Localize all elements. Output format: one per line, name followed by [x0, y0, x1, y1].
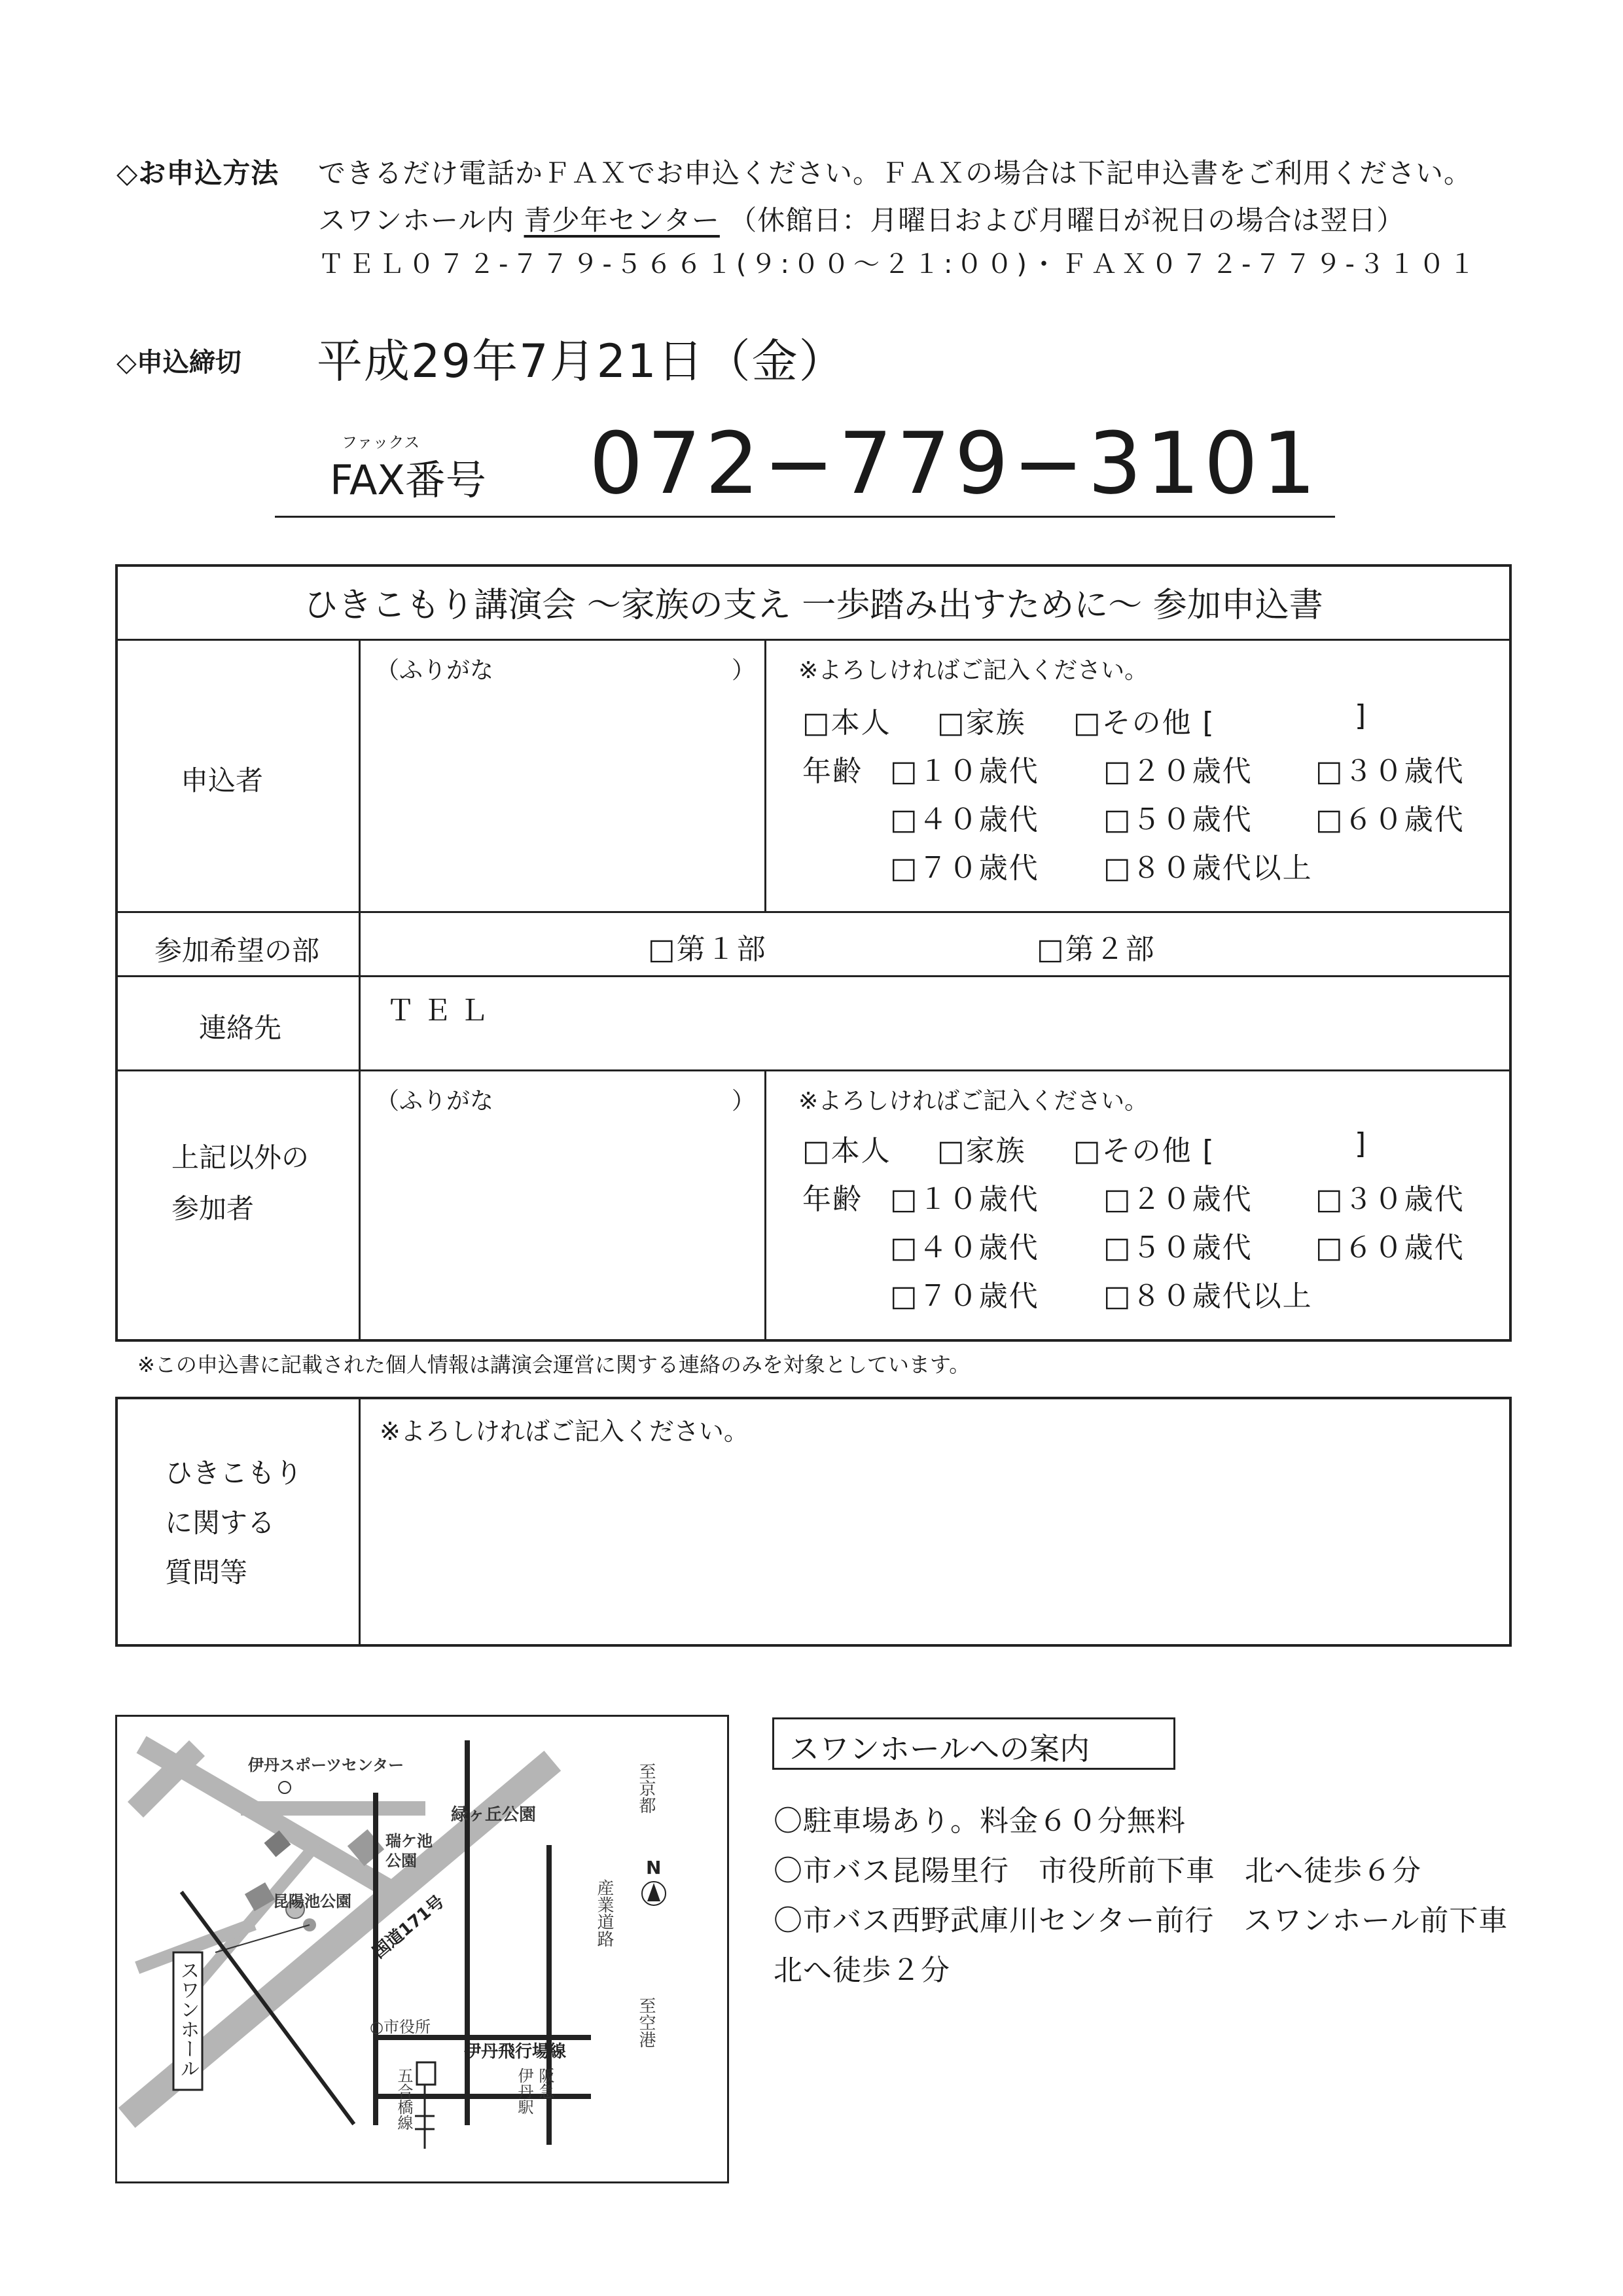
contact-line: ＴＥＬ０７２-７７９-５６６１(９:００～２１:００)・ＦＡＸ０７２-７７９-３１０１	[318, 249, 1479, 279]
fax-number: 072−779−3101	[589, 414, 1320, 513]
map-label-zuigaike-2: 公園	[385, 1852, 417, 1870]
deadline-label: ◇申込締切	[116, 348, 241, 378]
venue-center: 青少年センター	[524, 204, 720, 236]
optional-note: ※よろしければご記入ください。	[798, 657, 1149, 684]
map-label-to-airport: 至空港	[636, 1997, 656, 2048]
age-60s[interactable]: □６０歳代	[1315, 1231, 1465, 1265]
fax-ruby: ファックス	[342, 433, 420, 452]
age-50s[interactable]: □５０歳代	[1103, 803, 1253, 836]
map-label-to-kyoto: 至京都	[636, 1763, 656, 1814]
guide-title: スワンホールへの案内	[789, 1731, 1090, 1767]
map-label-koyaike: 昆陽池公園	[273, 1892, 351, 1910]
guide-line-parking: 〇駐車場あり。料金６０分無料	[774, 1804, 1186, 1838]
fax-label: FAX番号	[330, 456, 486, 504]
age-20s[interactable]: □２０歳代	[1103, 755, 1253, 788]
privacy-note: ※この申込書に記載された個人情報は講演会運営に関する連絡のみを対象としています。	[137, 1352, 971, 1377]
others-label-2: 参加者	[171, 1193, 255, 1225]
others-divider	[764, 1069, 766, 1342]
age-50s[interactable]: □５０歳代	[1103, 1231, 1253, 1265]
age-60s[interactable]: □６０歳代	[1315, 803, 1465, 836]
session-part1[interactable]: □第１部	[648, 933, 767, 966]
road	[183, 1893, 353, 2123]
relation-family[interactable]: □家族	[937, 1134, 1026, 1168]
contact-label: 連絡先	[199, 1012, 282, 1044]
questions-note: ※よろしければご記入ください。	[380, 1417, 749, 1446]
map-label-route171: 国道171号	[369, 1892, 448, 1963]
access-map	[117, 1717, 727, 2181]
guide-line-bus1: 〇市バス昆陽里行 市役所前下車 北へ徒歩６分	[774, 1854, 1421, 1888]
age-30s[interactable]: □３０歳代	[1315, 1183, 1465, 1216]
row-divider	[115, 1069, 1512, 1071]
map-label-midorigaoka: 緑ヶ丘公園	[451, 1805, 537, 1825]
questions-box	[115, 1397, 1512, 1647]
map-label-hikojo: 伊丹飛行場線	[464, 2042, 567, 2062]
row-divider	[115, 975, 1512, 977]
deadline-value: 平成29年7月21日（金）	[317, 334, 846, 388]
relation-other[interactable]: □その他 [	[1073, 1134, 1215, 1168]
age-10s[interactable]: □１０歳代	[890, 755, 1039, 788]
sports-center-marker	[279, 1782, 291, 1793]
age-label: 年齢	[802, 1183, 863, 1216]
venue-closed: （休館日：月曜日および月曜日が祝日の場合は翌日）	[729, 204, 1405, 236]
questions-label-3: 質問等	[165, 1556, 248, 1588]
age-20s[interactable]: □２０歳代	[1103, 1183, 1253, 1216]
guide-line-walk: 北へ徒歩２分	[774, 1954, 950, 1987]
session-label: 参加希望の部	[154, 935, 320, 967]
map-label-sports-center: 伊丹スポーツセンター	[248, 1756, 404, 1774]
venue-prefix: スワンホール内	[318, 204, 515, 236]
age-label: 年齢	[802, 755, 863, 788]
questions-label-2: に関する	[165, 1507, 276, 1539]
age-80s-plus[interactable]: □８０歳代以上	[1103, 1280, 1313, 1313]
map-label-zuigaike-1: 瑞ケ池	[385, 1832, 433, 1850]
method-label: ◇お申込方法	[116, 157, 279, 189]
relation-other[interactable]: □その他 [	[1073, 706, 1215, 740]
furigana-label: （ふりがな	[376, 657, 494, 684]
method-text: できるだけ電話かＦＡＸでお申込ください。ＦＡＸの場合は下記申込書をご利用ください。	[318, 157, 1472, 189]
age-30s[interactable]: □３０歳代	[1315, 755, 1465, 788]
furigana-label: （ふりがな	[376, 1088, 494, 1115]
age-40s[interactable]: □４０歳代	[890, 1231, 1039, 1265]
relation-family[interactable]: □家族	[937, 706, 1026, 740]
form-title: ひきこもり講演会 〜家族の支え 一歩踏み出すために〜 参加申込書	[304, 586, 1323, 625]
railway	[415, 2083, 435, 2149]
map-label-north: N	[646, 1857, 662, 1878]
row-divider	[115, 911, 1512, 913]
relation-close: ]	[1355, 1127, 1368, 1160]
venue-line	[318, 199, 1404, 238]
map-label-itami-eki: 伊丹駅	[515, 2068, 533, 2115]
map-label-sangyo: 産業道路	[594, 1879, 614, 1947]
guide-line-bus2: 〇市バス西野武庫川センター前行 スワンホール前下車	[774, 1904, 1508, 1937]
relation-self[interactable]: □本人	[802, 706, 891, 740]
relation-close: ]	[1355, 699, 1368, 732]
age-70s[interactable]: □７０歳代	[890, 852, 1039, 885]
map-label-hankyu: 阪急	[536, 2068, 554, 2099]
optional-note: ※よろしければご記入ください。	[798, 1088, 1149, 1115]
label-divider	[359, 639, 361, 1342]
map-label-gogo: 五合橋線	[395, 2068, 413, 2130]
tel-label: ＴＥＬ	[386, 994, 496, 1028]
others-label-1: 上記以外の	[171, 1141, 310, 1174]
age-40s[interactable]: □４０歳代	[890, 803, 1039, 836]
furigana-close: ）	[732, 1088, 756, 1115]
applicant-label: 申込者	[181, 764, 264, 797]
session-part2[interactable]: □第２部	[1037, 933, 1156, 966]
age-80s-plus[interactable]: □８０歳代以上	[1103, 852, 1313, 885]
applicant-divider	[764, 639, 766, 911]
map-label-city-hall: ○市役所	[370, 2018, 431, 2036]
furigana-close: ）	[732, 657, 756, 684]
map-label-swan-hall: スワンホール	[176, 1960, 200, 2078]
age-70s[interactable]: □７０歳代	[890, 1280, 1039, 1313]
station-icon	[417, 2062, 435, 2085]
questions-label-1: ひきこもり	[165, 1457, 303, 1489]
row-divider	[115, 639, 1512, 641]
relation-self[interactable]: □本人	[802, 1134, 891, 1168]
fax-underline	[275, 516, 1335, 518]
questions-divider	[359, 1397, 361, 1647]
age-10s[interactable]: □１０歳代	[890, 1183, 1039, 1216]
